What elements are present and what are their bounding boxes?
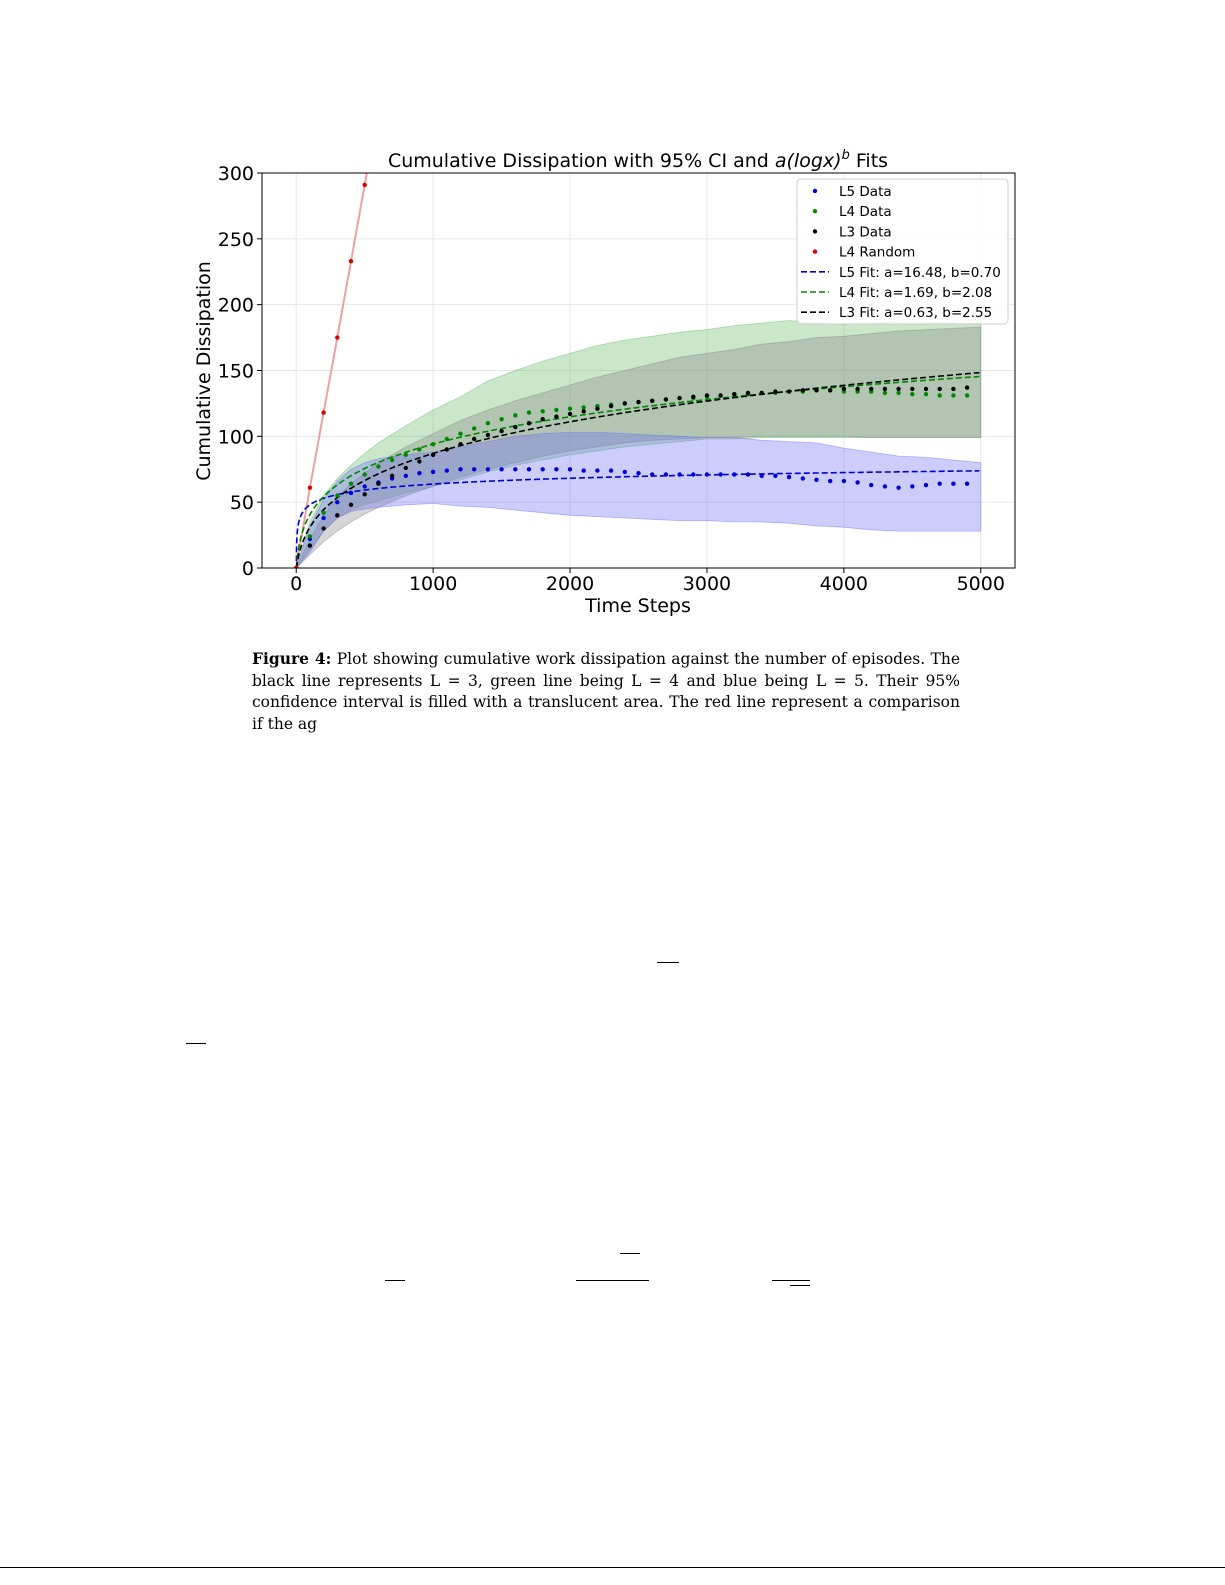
legend-marker-l3 bbox=[813, 229, 817, 233]
data-point-l5 bbox=[486, 467, 490, 471]
data-point-l4 bbox=[883, 391, 887, 395]
data-point-l4 bbox=[308, 534, 312, 538]
data-point-l4 bbox=[472, 426, 476, 430]
data-point-l5 bbox=[541, 467, 545, 471]
chart-title-fn: a(logx) bbox=[774, 150, 842, 172]
x-tick-label: 3000 bbox=[682, 573, 732, 595]
data-point-l5 bbox=[582, 468, 586, 472]
data-point-l3 bbox=[513, 425, 517, 429]
data-point-l5 bbox=[445, 468, 449, 472]
data-point-l5 bbox=[896, 486, 900, 490]
data-point-l3 bbox=[349, 503, 353, 507]
y-axis-ticks bbox=[218, 163, 262, 580]
data-point-l3 bbox=[951, 387, 955, 391]
data-point-l3 bbox=[390, 474, 394, 478]
data-point-l5 bbox=[472, 467, 476, 471]
data-point-l5 bbox=[705, 472, 709, 476]
data-point-l3 bbox=[814, 388, 818, 392]
data-point-random bbox=[349, 259, 353, 263]
x-tick-label: 5000 bbox=[956, 573, 1005, 595]
data-point-l4 bbox=[527, 410, 531, 414]
data-point-l3 bbox=[869, 387, 873, 391]
chart-title-exp: b bbox=[841, 148, 850, 163]
data-point-l4 bbox=[390, 458, 394, 462]
data-point-l3 bbox=[595, 407, 599, 411]
data-point-l3 bbox=[486, 433, 490, 437]
data-point-l3 bbox=[568, 412, 572, 416]
data-point-l4 bbox=[363, 472, 367, 476]
data-point-l4 bbox=[965, 393, 969, 397]
data-point-l3 bbox=[582, 409, 586, 413]
page-bottom-rule bbox=[0, 1567, 1225, 1568]
chart bbox=[0, 0, 1225, 630]
data-point-l5 bbox=[568, 467, 572, 471]
fraction-bar bbox=[385, 1280, 405, 1281]
data-point-l4 bbox=[458, 432, 462, 436]
legend-marker-l4 bbox=[813, 209, 817, 213]
data-point-l3 bbox=[760, 391, 764, 395]
data-point-l4 bbox=[445, 437, 449, 441]
data-point-l3 bbox=[363, 492, 367, 496]
data-point-l3 bbox=[472, 437, 476, 441]
data-point-l4 bbox=[582, 405, 586, 409]
data-point-l5 bbox=[883, 484, 887, 488]
chart-title-prefix: Cumulative Dissipation with 95% CI and bbox=[387, 150, 775, 172]
data-point-l3 bbox=[924, 387, 928, 391]
legend-marker-l5 bbox=[813, 189, 817, 193]
data-point-l3 bbox=[896, 387, 900, 391]
data-point-l3 bbox=[445, 447, 449, 451]
data-point-l3 bbox=[842, 387, 846, 391]
y-tick-label: 300 bbox=[217, 163, 254, 185]
data-point-l4 bbox=[568, 407, 572, 411]
data-point-l5 bbox=[554, 467, 558, 471]
chart-title-suffix: Fits bbox=[849, 150, 889, 172]
data-point-l3 bbox=[335, 513, 339, 517]
legend bbox=[797, 179, 1008, 324]
data-point-l4 bbox=[417, 447, 421, 451]
data-point-l3 bbox=[527, 421, 531, 425]
data-point-l3 bbox=[965, 385, 969, 389]
data-point-random bbox=[335, 335, 339, 339]
y-tick-label: 200 bbox=[217, 294, 254, 317]
data-point-l5 bbox=[609, 468, 613, 472]
data-point-l3 bbox=[883, 387, 887, 391]
data-point-l4 bbox=[349, 482, 353, 486]
data-point-l4 bbox=[951, 393, 955, 397]
data-point-l5 bbox=[814, 478, 818, 482]
y-tick-label: 0 bbox=[241, 558, 254, 580]
data-point-l3 bbox=[499, 429, 503, 433]
data-point-l3 bbox=[636, 400, 640, 404]
data-point-l5 bbox=[746, 472, 750, 476]
data-point-l3 bbox=[677, 396, 681, 400]
x-tick-label: 0 bbox=[290, 573, 303, 595]
data-point-l3 bbox=[609, 404, 613, 408]
data-point-l3 bbox=[787, 389, 791, 393]
data-point-l3 bbox=[623, 401, 627, 405]
data-point-l5 bbox=[650, 472, 654, 476]
data-point-l4 bbox=[376, 464, 380, 468]
data-point-l3 bbox=[376, 482, 380, 486]
legend-label: L5 Data bbox=[839, 184, 892, 200]
data-point-l3 bbox=[746, 391, 750, 395]
data-point-l5 bbox=[787, 475, 791, 479]
data-point-l5 bbox=[760, 474, 764, 478]
legend-label: L4 Data bbox=[839, 204, 892, 221]
data-point-l3 bbox=[773, 389, 777, 393]
data-point-l5 bbox=[691, 472, 695, 476]
data-point-l5 bbox=[828, 479, 832, 483]
x-axis-label: Time Steps bbox=[585, 595, 691, 617]
legend-label: L3 Fit: a=0.63, b=2.55 bbox=[839, 305, 993, 322]
data-point-l5 bbox=[773, 474, 777, 478]
fraction-bar bbox=[576, 1280, 649, 1281]
data-point-l5 bbox=[431, 470, 435, 474]
data-point-l3 bbox=[650, 399, 654, 403]
data-point-l3 bbox=[938, 387, 942, 391]
data-point-l3 bbox=[541, 417, 545, 421]
data-point-l5 bbox=[458, 467, 462, 471]
x-tick-label: 1000 bbox=[408, 573, 458, 595]
data-point-l4 bbox=[554, 408, 558, 412]
y-tick-label: 150 bbox=[217, 360, 254, 383]
data-point-l5 bbox=[801, 476, 805, 480]
data-point-l3 bbox=[664, 397, 668, 401]
data-point-l3 bbox=[308, 543, 312, 547]
fraction-bar bbox=[772, 1280, 810, 1281]
data-point-l3 bbox=[828, 388, 832, 392]
chart-title bbox=[388, 148, 888, 172]
x-tick-label: 4000 bbox=[819, 573, 869, 595]
data-point-l4 bbox=[924, 392, 928, 396]
fraction-bar bbox=[657, 962, 679, 963]
data-point-l5 bbox=[842, 479, 846, 483]
data-point-l3 bbox=[404, 466, 408, 470]
data-point-l3 bbox=[321, 526, 325, 530]
data-point-l3 bbox=[855, 387, 859, 391]
data-point-l3 bbox=[705, 393, 709, 397]
data-point-l5 bbox=[595, 468, 599, 472]
data-point-l5 bbox=[718, 472, 722, 476]
data-point-l5 bbox=[869, 483, 873, 487]
data-point-l3 bbox=[910, 387, 914, 391]
legend-label: L4 Random bbox=[839, 244, 916, 261]
legend-label: L3 Data bbox=[839, 224, 892, 241]
data-point-l3 bbox=[554, 414, 558, 418]
data-point-l5 bbox=[321, 516, 325, 520]
caption-label: Figure 4: bbox=[252, 649, 332, 668]
x-axis-ticks bbox=[290, 568, 1005, 595]
data-point-random bbox=[321, 410, 325, 414]
data-point-l5 bbox=[951, 482, 955, 486]
data-point-l5 bbox=[855, 480, 859, 484]
data-point-l5 bbox=[499, 467, 503, 471]
figure-caption bbox=[252, 648, 960, 735]
data-point-l4 bbox=[486, 421, 490, 425]
fraction-bar bbox=[186, 1043, 206, 1044]
data-point-l5 bbox=[677, 472, 681, 476]
data-point-l5 bbox=[664, 472, 668, 476]
data-point-l4 bbox=[896, 391, 900, 395]
data-point-l4 bbox=[335, 493, 339, 497]
data-point-l5 bbox=[527, 467, 531, 471]
legend-label: L5 Fit: a=16.48, b=0.70 bbox=[839, 264, 1001, 281]
data-point-l5 bbox=[924, 483, 928, 487]
data-point-l4 bbox=[321, 511, 325, 515]
data-point-random bbox=[308, 486, 312, 490]
data-point-l5 bbox=[636, 471, 640, 475]
data-point-l5 bbox=[417, 471, 421, 475]
data-point-l5 bbox=[965, 482, 969, 486]
data-point-l5 bbox=[732, 472, 736, 476]
data-point-l3 bbox=[801, 388, 805, 392]
data-point-l4 bbox=[431, 442, 435, 446]
data-point-l5 bbox=[910, 484, 914, 488]
data-point-random bbox=[363, 183, 367, 187]
caption-text: Plot showing cumulative work dissipation against the number of episodes. The black line represents L = 3, green line being L = 4 and blue being L = 5. Their 95% confidence interval is filled with a translucent area. The red line represent a comparison if the ag bbox=[252, 650, 960, 733]
data-point-l3 bbox=[718, 393, 722, 397]
fraction-bar bbox=[620, 1253, 640, 1254]
y-axis-label: Cumulative Dissipation bbox=[193, 261, 215, 481]
data-point-l5 bbox=[404, 474, 408, 478]
data-point-l3 bbox=[732, 392, 736, 396]
data-point-l5 bbox=[335, 500, 339, 504]
data-point-l4 bbox=[404, 453, 408, 457]
y-tick-label: 50 bbox=[229, 492, 254, 515]
data-point-l3 bbox=[417, 459, 421, 463]
data-point-l5 bbox=[349, 491, 353, 495]
data-point-l4 bbox=[938, 393, 942, 397]
y-tick-label: 250 bbox=[217, 228, 254, 251]
data-point-l5 bbox=[363, 484, 367, 488]
fraction-bar bbox=[790, 1285, 810, 1286]
data-point-l4 bbox=[499, 417, 503, 421]
y-tick-label: 100 bbox=[217, 426, 254, 449]
data-point-l5 bbox=[513, 467, 517, 471]
legend-label: L4 Fit: a=1.69, b=2.08 bbox=[839, 285, 993, 301]
data-point-l5 bbox=[623, 470, 627, 474]
data-point-l3 bbox=[458, 442, 462, 446]
data-point-l4 bbox=[910, 392, 914, 396]
data-point-l3 bbox=[431, 453, 435, 457]
data-point-l3 bbox=[691, 395, 695, 399]
data-point-l5 bbox=[938, 482, 942, 486]
data-point-l4 bbox=[513, 413, 517, 417]
data-point-l4 bbox=[541, 409, 545, 413]
x-tick-label: 2000 bbox=[545, 573, 595, 595]
legend-marker-random bbox=[813, 249, 817, 253]
